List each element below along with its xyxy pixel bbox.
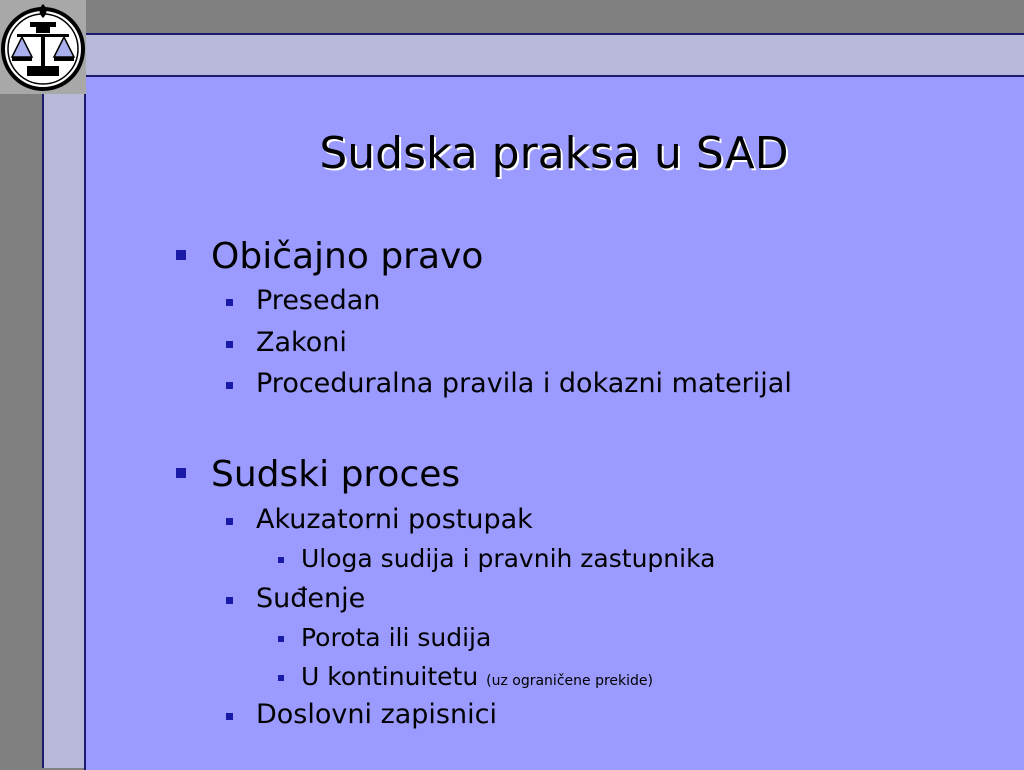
bullet-item [301, 662, 653, 691]
bullet-marker [226, 299, 233, 306]
bullet-item: Akuzatorni postupak [256, 504, 533, 535]
bullet-item-note: (uz ograničene prekide) [486, 673, 653, 689]
bullet-item: Doslovni zapisnici [256, 699, 497, 730]
bullet-item: Zakoni [256, 327, 347, 358]
bullet-item: Porota ili sudija [301, 623, 492, 652]
top-band [42, 33, 1024, 79]
bullet-marker [176, 468, 186, 478]
bullet-item: Suđenje [256, 583, 366, 614]
bullet-item: Uloga sudija i pravnih zastupnika [301, 544, 716, 573]
scales-of-justice-icon [0, 0, 86, 94]
logo-area [0, 0, 86, 94]
bullet-marker [226, 341, 233, 348]
bullet-item-text: U kontinuitetu [301, 662, 479, 691]
bullet-marker [226, 382, 233, 389]
bullet-marker [278, 636, 284, 642]
bullet-marker [226, 713, 233, 720]
bullet-marker [226, 518, 233, 525]
bullet-item: Sudski proces [211, 454, 461, 495]
bullet-marker [176, 250, 186, 260]
bullet-item: Običajno pravo [211, 236, 484, 277]
bullet-item: Presedan [256, 285, 381, 316]
side-band [42, 33, 86, 768]
bullet-marker [278, 557, 284, 563]
bullet-item: Proceduralna pravila i dokazni materijal [256, 368, 792, 399]
slide-title: Sudska praksa u SAD [319, 128, 789, 179]
bullet-marker [226, 597, 233, 604]
bullet-marker [278, 675, 284, 681]
